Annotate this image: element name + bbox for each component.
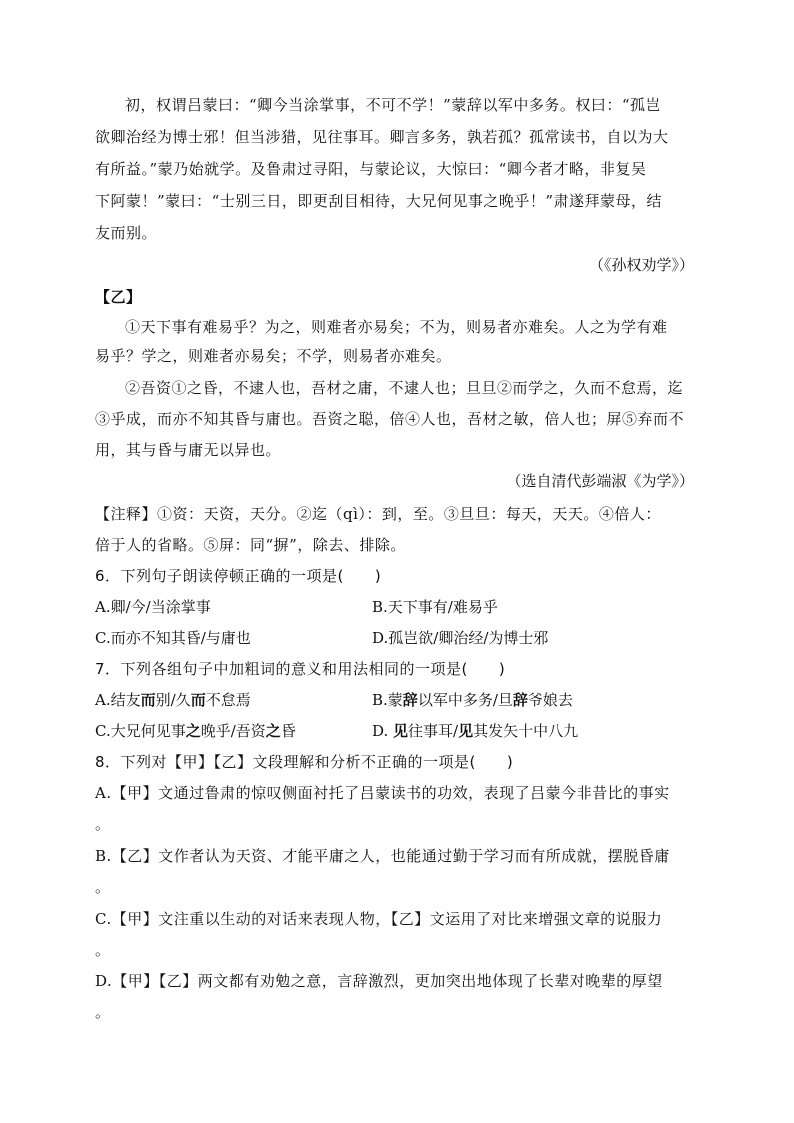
q7-c-bold-1: 之 [185, 722, 201, 740]
q8-option-c: C.【甲】文注重以生动的对话来表现人物，【乙】文运用了对比来增强文章的说服力 [95, 910, 663, 928]
yi-para2-line-3: 用，其与昏与庸无以异也。 [95, 441, 282, 459]
yi-label: 【乙】 [95, 288, 142, 306]
q7-d-bold-2: 见 [458, 722, 474, 740]
q7-a-text-1: A.结友 [95, 691, 141, 709]
q7-b-text-1: B.蒙 [372, 691, 403, 709]
q7-c-bold-2: 之 [265, 722, 281, 740]
q7-d-bold-1: 见 [393, 722, 409, 740]
q7-d-text-2: 往事耳/ [408, 722, 459, 740]
notes-line-1: 【注释】①资：天资，天分。②迄（qì）：到，至。③旦旦：每天，天天。④倍人： [95, 505, 661, 523]
q7-a-text-2: 别/久 [155, 691, 191, 709]
q7-d-text-3: 其发矢十中八九 [473, 722, 579, 740]
q8-option-c-cont: 。 [95, 941, 111, 959]
q7-b-text-3: 爷娘去 [527, 691, 573, 709]
q8-option-b-cont: 。 [95, 878, 111, 896]
q7-d-text-1: D. [372, 722, 394, 740]
q6-option-a: A.卿/今/当涂掌事 [95, 598, 211, 616]
yi-source: （选自清代彭端淑《为学》） [506, 472, 694, 490]
yi-para2-line-1: ②吾资①之昏，不逮人也，吾材之庸，不逮人也；旦旦②而学之，久而不怠焉，迄 [125, 379, 684, 397]
q7-option-a [95, 689, 251, 710]
q7-option-d [372, 720, 578, 741]
q7-b-text-2: 以军中多务/旦 [417, 691, 513, 709]
yi-para1-line-2: 易乎？学之，则难者亦易矣；不学，则易者亦难矣。 [95, 347, 452, 365]
jia-source: （《孙权劝学》） [588, 256, 694, 274]
q7-option-b [372, 689, 573, 710]
q6-stem: 6．下列句子朗读停顿正确的一项是( ) [95, 567, 382, 585]
jia-line-1: 初，权谓吕蒙曰：“卿今当涂掌事，不可不学！”蒙辞以军中多务。权曰：“孤岂 [125, 96, 662, 114]
q8-option-b: B.【乙】文作者认为天资、才能平庸之人，也能通过勤于学习而有所成就，摆脱昏庸 [95, 847, 670, 865]
jia-line-2: 欲卿治经为博士邪！但当涉猎，见往事耳。卿言多务，孰若孤？孤常读书，自以为大 [95, 128, 669, 146]
q8-stem: 8．下列对【甲】【乙】文段理解和分析不正确的一项是( ) [95, 753, 514, 771]
q8-option-d-cont: 。 [95, 1003, 111, 1021]
q7-option-c [95, 720, 296, 741]
q7-a-bold-1: 而 [140, 691, 156, 709]
notes-line-2: 倍于人的省略。⑤屏：同“摒”，除去、排除。 [95, 536, 406, 554]
yi-para1-line-1: ①天下事有难易乎？为之，则难者亦易矣；不为，则易者亦难矣。人之为学有难 [125, 318, 668, 336]
q7-b-bold-1: 辞 [402, 691, 418, 709]
jia-line-3: 有所益。”蒙乃始就学。及鲁肃过寻阳，与蒙论议，大惊曰：“卿今者才略，非复吴 [95, 160, 647, 178]
q6-option-c: C.而亦不知其昏/与庸也 [95, 629, 251, 647]
q7-stem: 7．下列各组句子中加粗词的意义和用法相同的一项是( ) [95, 660, 506, 678]
q7-c-text-2: 晚乎/吾资 [200, 722, 266, 740]
jia-line-4: 下阿蒙！”蒙曰：“士别三日，即更刮目相待，大兄何见事之晚乎！”肃遂拜蒙母，结 [95, 192, 663, 210]
yi-para2-line-2: ③乎成，而亦不知其昏与庸也。吾资之聪，倍④人也，吾材之敏，倍人也；屏⑤弃而不 [95, 410, 685, 428]
q7-a-bold-2: 而 [190, 691, 206, 709]
q7-c-text-3: 昏 [280, 722, 296, 740]
q7-c-text-1: C.大兄何见事 [95, 722, 186, 740]
jia-line-5: 友而别。 [95, 224, 158, 242]
q7-b-bold-2: 辞 [512, 691, 528, 709]
q8-option-a-cont: 。 [95, 815, 111, 833]
q7-a-text-3: 不怠焉 [205, 691, 251, 709]
q6-option-d: D.孤岂欲/卿治经/为博士邪 [372, 629, 549, 647]
q8-option-d: D.【甲】【乙】两文都有劝勉之意，言辞激烈，更加突出地体现了长辈对晚辈的厚望 [95, 972, 663, 990]
q8-option-a: A.【甲】文通过鲁肃的惊叹侧面衬托了吕蒙读书的功效，表现了吕蒙今非昔比的事实 [95, 784, 670, 802]
q6-option-b: B.天下事有/难易乎 [372, 598, 498, 616]
